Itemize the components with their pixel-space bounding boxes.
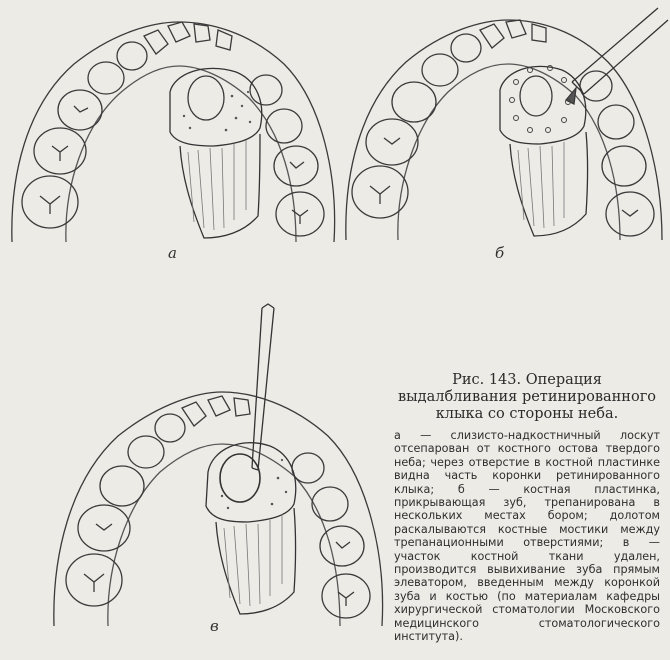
palate-drawing-c — [46, 300, 398, 660]
panel-label-c: в — [210, 617, 219, 635]
figure-caption — [394, 372, 660, 644]
illustration-panel-a — [4, 6, 340, 268]
palate-drawing-a — [4, 6, 340, 268]
panel-label-b: б — [495, 244, 505, 262]
illustration-panel-c — [46, 300, 398, 660]
palate-drawing-b — [340, 4, 670, 266]
panel-label-a: а — [168, 244, 177, 262]
caption-body: а — слизисто-надкостничный лоскут отсепарован от костного остова твердого неба; через отверстие в костной пластинке видна часть коронки ретинированного клыка; б — костная пластинка, прикрывающая зуб, трепанирована в нескольких местах бором; долотом раскалываются костные мостики между трепанационными отверстиями; в — участок костной ткани удален, производится вывихивание зуба прямым элеватором, введенным между коронкой зуба и костью (по материалам кафедры хирургической стоматологии Московского медицинского стоматологического института). — [394, 429, 660, 644]
illustration-panel-b — [340, 4, 670, 266]
caption-title: Рис. 143. Операция выдалбливания ретинированного клыка со стороны неба. — [397, 372, 657, 422]
